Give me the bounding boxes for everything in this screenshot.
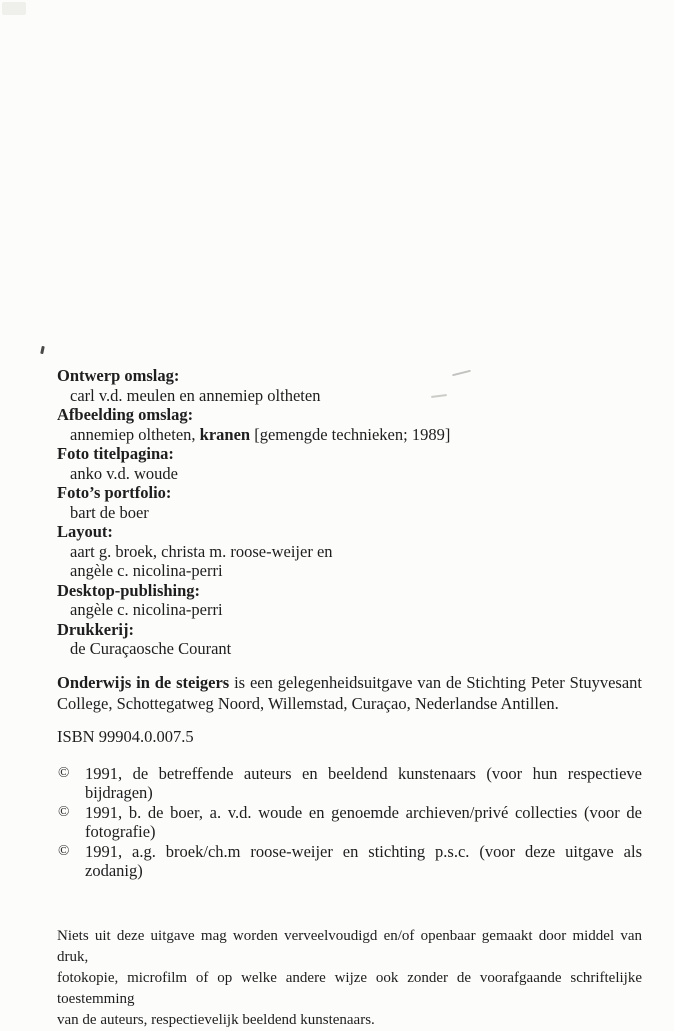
credit-line — [57, 425, 642, 445]
credit-line: carl v.d. meulen en annemiep oltheten — [70, 385, 321, 405]
credit-label: Layout: — [57, 522, 113, 541]
copyright-line: zodanig) — [85, 861, 143, 880]
credit-line-text: annemiep oltheten, — [70, 424, 200, 444]
book-title: Onderwijs in de steigers — [57, 672, 230, 692]
copyright-line: 1991, de betreffende auteurs en beeldend kunstenaars (voor hun respectieve — [85, 763, 642, 783]
rights-notice-paragraph — [57, 926, 642, 1031]
scan-smudge-artifact — [2, 2, 26, 15]
credit-label: Foto’s portfolio: — [57, 483, 172, 502]
credit-line: aart g. broek, christa m. roose-weijer en — [70, 541, 333, 561]
colophon-content — [57, 366, 642, 1031]
credit-label: Ontwerp omslag: — [57, 366, 180, 385]
artwork-title: kranen — [199, 424, 251, 444]
copyright-line: fotografie) — [85, 822, 156, 841]
copyright-line: 1991, a.g. broek/ch.m roose-weijer en stichting p.s.c. (voor deze uitgave als — [85, 841, 642, 861]
credit-label: Desktop-publishing: — [57, 580, 201, 600]
credit-line: angèle c. nicolina-perri — [70, 561, 223, 580]
copyright-icon: © — [58, 842, 70, 859]
isbn-line: ISBN 99904.0.007.5 — [57, 726, 194, 746]
copyright-line: 1991, b. de boer, a. v.d. woude en genoemde archieven/privé collecties (voor de — [85, 802, 642, 822]
copyright-line: bijdragen) — [85, 783, 153, 802]
credit-line: anko v.d. woude — [70, 463, 178, 483]
credit-line: de Curaçaosche Courant — [70, 639, 232, 658]
credit-line: bart de boer — [70, 502, 149, 522]
credit-line: angèle c. nicolina-perri — [70, 600, 223, 619]
credits-block — [57, 366, 642, 659]
notice-line: fotokopie, microfilm of op welke andere wijze ook zonder de voorafgaande schriftelijke toestemming — [57, 969, 642, 1007]
imprint-line: College, Schottegatweg Noord, Willemstad, Curaçao, Nederlandse Antillen. — [57, 694, 559, 713]
copyright-icon: © — [58, 764, 70, 781]
credit-label: Afbeelding omslag: — [57, 405, 194, 424]
copyright-block — [57, 764, 642, 881]
imprint-paragraph — [57, 672, 642, 715]
copyright-icon: © — [58, 803, 70, 820]
copyright-entry — [57, 842, 642, 881]
copyright-entry — [57, 764, 642, 803]
imprint-text: is een gelegenheidsuitgave van de Stichting Peter Stuyvesant — [229, 672, 642, 692]
credit-label: Drukkerij: — [57, 619, 134, 639]
notice-line: Niets uit deze uitgave mag worden verveelvoudigd en/of openbaar gemaakt door middel van druk, — [57, 927, 642, 965]
notice-line: van de auteurs, respectievelijk beeldend kunstenaars. — [57, 1011, 375, 1028]
credit-label: Foto titelpagina: — [57, 444, 174, 463]
pen-tick-artifact — [40, 346, 45, 354]
copyright-entry — [57, 803, 642, 842]
credit-line-text: [gemengde technieken; 1989] — [250, 424, 451, 444]
imprint-line — [57, 672, 642, 694]
